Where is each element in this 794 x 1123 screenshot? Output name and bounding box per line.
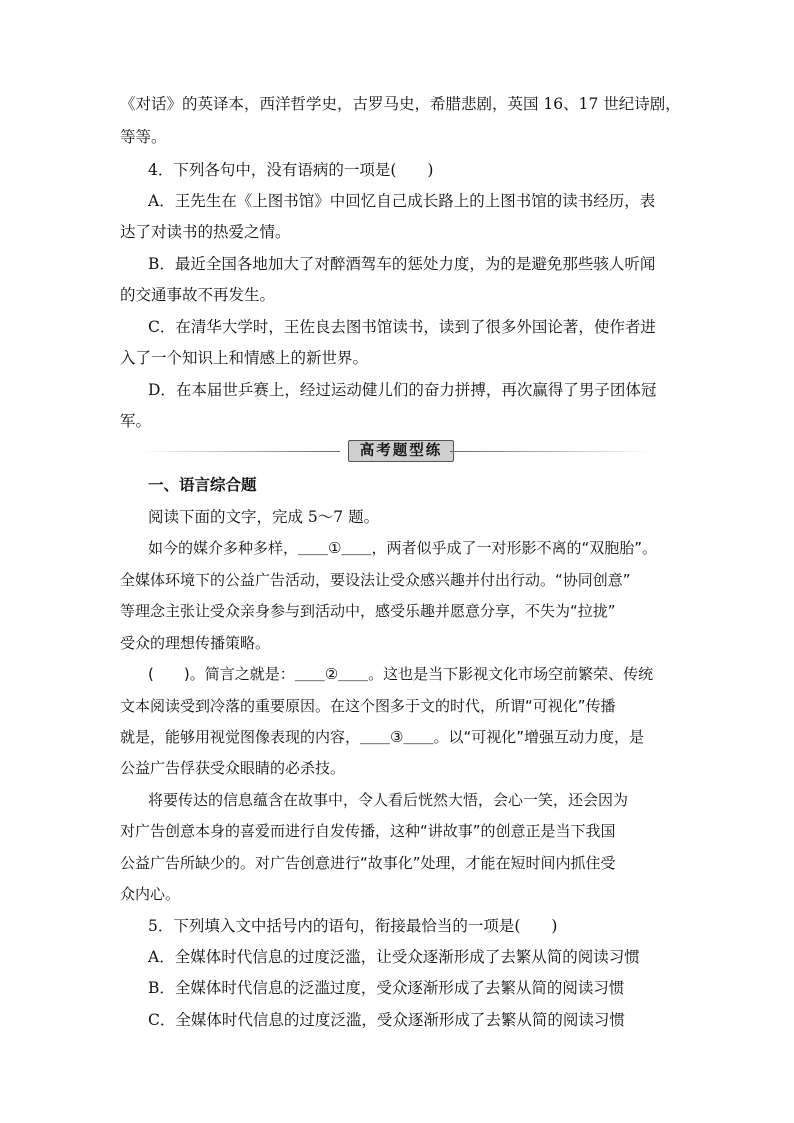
passage-line: 公益广告所缺少的。对广告创意进行“故事化”处理，才能在短时间内抓住受 <box>120 854 616 872</box>
option-c-line-1: C．在清华大学时，王佐良去图书馆读书，读到了很多外国论著，使作者进 <box>148 318 656 336</box>
passage-line: 将要传达的信息蕴含在故事中，令人看后恍然大悟，会心一笑，还会因为 <box>148 791 629 809</box>
banner-rule-left <box>140 451 340 452</box>
passage-line: 公益广告俘获受众眼睛的必杀技。 <box>120 759 346 777</box>
banner-rule-right <box>450 451 650 452</box>
section-instruction: 阅读下面的文字，完成 5～7 题。 <box>148 508 380 526</box>
passage-line: 众内心。 <box>120 885 181 903</box>
passage-line: ( )。简言之就是：＿＿②＿＿。这也是当下影视文化市场空前繁荣、传统 <box>148 665 654 683</box>
banner-label: 高考题型练 <box>348 440 454 462</box>
question-5-option-c: C．全媒体时代信息的过度泛滥，受众逐渐形成了去繁从简的阅读习惯 <box>148 1011 625 1029</box>
option-d-line-1: D．在本届世乒赛上，经过运动健儿们的奋力拼搏，再次赢得了男子团体冠 <box>148 381 657 399</box>
passage-line: 对广告创意本身的喜爱而进行自发传播，这种“讲故事”的创意正是当下我国 <box>120 822 616 840</box>
option-b-line-2: 的交通事故不再发生。 <box>120 286 276 304</box>
section-heading: 一、语言综合题 <box>148 475 257 494</box>
passage-line: 受众的理想传播策略。 <box>120 634 271 652</box>
section-banner <box>130 440 660 462</box>
question-5-option-b: B．全媒体时代信息的泛滥过度，受众逐渐形成了去繁从简的阅读习惯 <box>148 979 625 997</box>
passage-line: 文本阅读受到冷落的重要原因。在这个图多于文的时代，所谓“可视化”传播 <box>120 697 616 715</box>
passage-line: 就是，能够用视觉图像表现的内容，＿＿③＿＿。以“可视化”增强互动力度，是 <box>120 728 644 746</box>
passage-line: 如今的媒介多种多样，＿＿①＿＿，两者似乎成了一对形影不离的“双胞胎”。 <box>148 539 657 557</box>
passage-line: 等理念主张让受众亲身参与到活动中，感受乐趣并愿意分享，不失为“拉拢” <box>120 602 616 620</box>
question-4-stem: 4．下列各句中，没有语病的一项是( ) <box>148 161 434 179</box>
text-line: 《对话》的英译本，西洋哲学史，古罗马史，希腊悲剧，英国 16、17 世纪诗剧， <box>120 95 681 113</box>
option-a-line-2: 达了对读书的热爱之情。 <box>120 223 291 241</box>
option-b-line-1: B．最近全国各地加大了对醉酒驾车的惩处力度，为的是避免那些骇人听闻 <box>148 255 656 273</box>
question-5-option-a: A．全媒体时代信息的过度泛滥，让受众逐渐形成了去繁从简的阅读习惯 <box>148 948 640 966</box>
text-line: 等等。 <box>120 128 167 146</box>
option-a-line-1: A．王先生在《上图书馆》中回忆自己成长路上的上图书馆的读书经历，表 <box>148 192 656 210</box>
option-c-line-2: 入了一个知识上和情感上的新世界。 <box>120 349 369 367</box>
passage-line: 全媒体环境下的公益广告活动，要设法让受众感兴趣并付出行动。“协同创意” <box>120 571 631 589</box>
option-d-line-2: 军。 <box>120 412 152 430</box>
question-5-stem: 5．下列填入文中括号内的语句，衔接最恰当的一项是( ) <box>148 917 558 935</box>
